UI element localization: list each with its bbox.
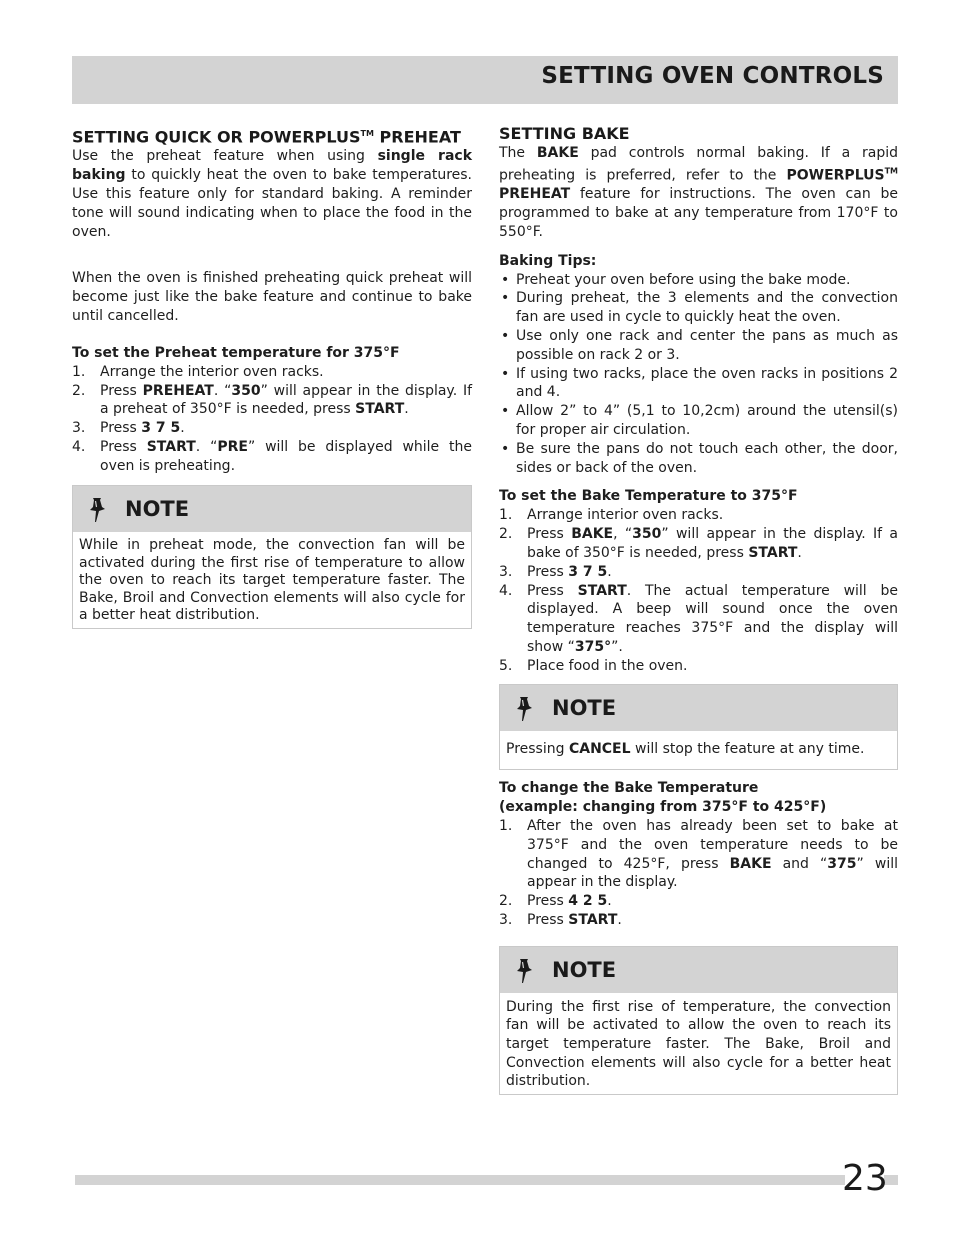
bake-steps-heading: To set the Bake Temperature to 375°F [499, 488, 798, 505]
list-item: • If using two racks, place the oven racks in positions 2 and 4. [501, 365, 898, 401]
page-number: 23 [842, 1158, 888, 1199]
list-item: 5. Place food in the oven. [499, 657, 688, 674]
note-body: During the first rise of temperature, the convection fan will be activated to allow the oven to reach its target temperature faster. The Bake, Broil and Convection elements will also cycle for a better heat distribution. [506, 998, 891, 1090]
page-header-bar [72, 56, 898, 104]
list-item: 3. Press START. [499, 912, 622, 929]
note-box-preheat [72, 485, 472, 629]
list-item: 1. Arrange interior oven racks. [499, 507, 724, 524]
preheat-intro: Use the preheat feature when using single rack baking to quickly heat the oven to bake temperatures. Use this feature only for standard baking. A reminder tone will sound indicating when to place the food in the oven. [72, 148, 473, 240]
baking-tips-heading: Baking Tips: [499, 252, 597, 269]
note-header [73, 486, 471, 532]
footer-rule [75, 1175, 845, 1185]
list-item: 2. Press PREHEAT. “350” will appear in the display. If a preheat of 350°F is needed, press START. [72, 382, 473, 418]
right-column [499, 124, 898, 1095]
trademark-mark: TM [360, 129, 374, 138]
preheat-steps-heading: To set the Preheat temperature for 375°F [72, 344, 400, 361]
note-body: Pressing CANCEL will stop the feature at any time. [506, 740, 865, 757]
note-label: NOTE [125, 497, 190, 522]
note-box-convection [499, 946, 898, 1095]
list-item: 3. Press 3 7 5. [72, 420, 185, 437]
preheat-steps-list [72, 363, 472, 476]
pushpin-icon [514, 957, 536, 985]
list-item: 3. Press 3 7 5. [499, 563, 612, 580]
change-temp-heading-2: (example: changing from 375°F to 425°F) [499, 799, 827, 816]
bake-steps-list [499, 506, 898, 675]
section-title-bake: SETTING BAKE [499, 124, 630, 143]
note-body: While in preheat mode, the convection fan will be activated during the first rise of temperature to allow the oven to reach its target temperature faster. The Bake, Broil and Convection elements will also cycle for a better heat distribution. [79, 537, 465, 624]
left-column [72, 124, 472, 629]
title-text: SETTING QUICK OR POWERPLUS [72, 127, 361, 147]
list-item: • Allow 2” to 4” (5,1 to 10,2cm) around the utensil(s) for proper air circulation. [501, 403, 898, 439]
list-item: 1. After the oven has already been set to bake at 375°F and the oven temperature needs to be changed to 425°F, press BAKE and “375” will appear in the display. [499, 818, 898, 891]
title-text-end: PREHEAT [373, 127, 461, 147]
list-item: 2. Press 4 2 5. [499, 893, 612, 910]
change-temp-heading-1: To change the Bake Temperature [499, 780, 759, 797]
change-temp-steps-list [499, 817, 898, 930]
bake-intro: The BAKE pad controls normal baking. If a rapid preheating is preferred, refer to the POWERPLUS™ PREHEAT feature for instructions. The oven can be programmed to bake at any temperature from 170°F to 550°F. [499, 145, 898, 240]
section-title-preheat [72, 124, 472, 147]
pushpin-icon [87, 496, 109, 524]
list-item: • Be sure the pans do not touch each other, the door, sides or back of the oven. [501, 440, 898, 476]
note-box-cancel [499, 684, 898, 771]
list-item: 1. Arrange the interior oven racks. [72, 363, 324, 380]
list-item: 4. Press START. “PRE” will be displayed while the oven is preheating. [72, 438, 473, 474]
list-item: 2. Press BAKE, “350” will appear in the display. If a bake of 350°F is needed, press START. [499, 526, 898, 561]
preheat-paragraph-2: When the oven is finished preheating quick preheat will become just like the bake feature and continue to bake until cancelled. [72, 270, 472, 324]
note-header [500, 685, 897, 731]
note-label: NOTE [552, 695, 617, 720]
page-title: SETTING OVEN CONTROLS [541, 63, 884, 89]
list-item: 4. Press START. The actual temperature will be displayed. A beep will sound once the oven temperature reaches 375°F and the display will show “375°”. [499, 582, 898, 655]
list-item: • Use only one rack and center the pans as much as possible on rack 2 or 3. [501, 328, 898, 363]
list-item: • During preheat, the 3 elements and the convection fan are used in cycle to quickly heat the oven. [501, 290, 898, 326]
list-item: • Preheat your oven before using the bake mode. [501, 271, 851, 288]
note-label: NOTE [552, 957, 617, 982]
note-header [500, 947, 897, 993]
baking-tips-list [499, 271, 898, 478]
pushpin-icon [514, 695, 536, 723]
